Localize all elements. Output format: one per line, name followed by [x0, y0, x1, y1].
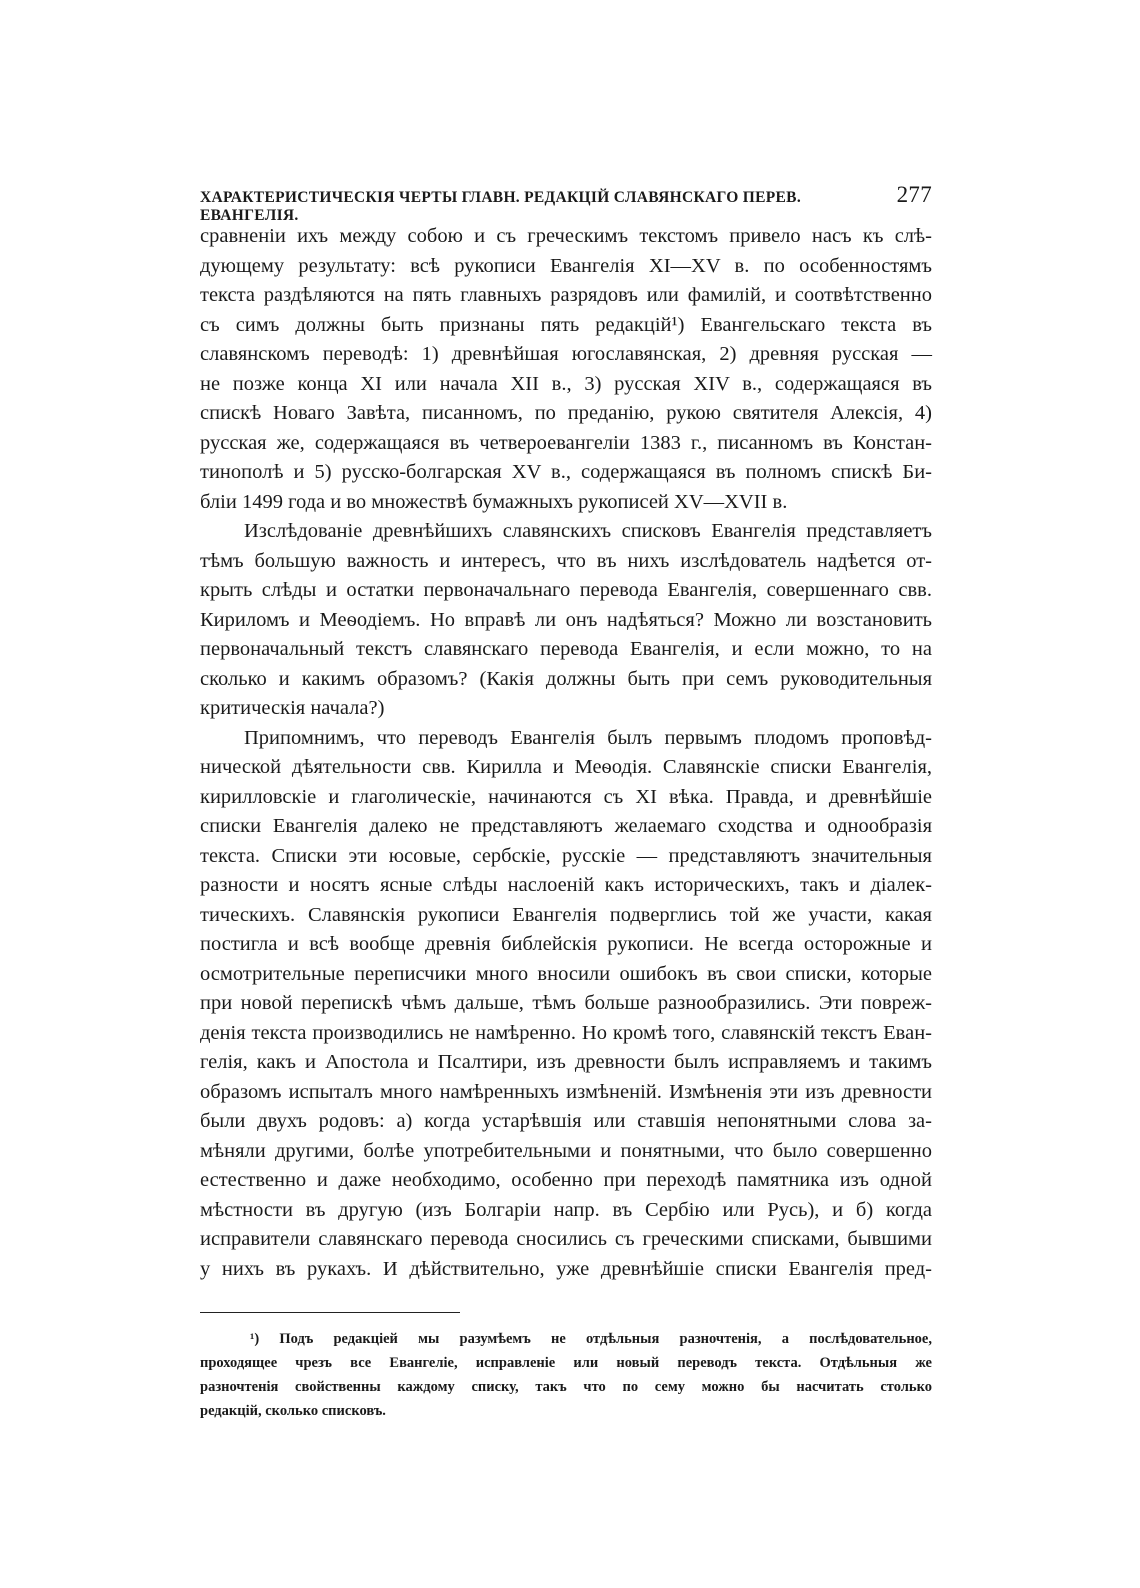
text-line: естественно и даже необходимо, особенно при переходѣ памятника изъ одной: [200, 1169, 932, 1191]
text-line: денія текста производились не намѣренно. Но кромѣ того, славянскій текстъ Еван-: [200, 1021, 932, 1044]
page-number: 277: [896, 182, 932, 207]
text-line: критическія начала?): [200, 697, 385, 719]
text-line: списки Евангелія далеко не представляютъ желаемаго сходства и однообразія: [200, 815, 932, 837]
running-head: [200, 182, 932, 222]
text-line: сколько и какимъ образомъ? (Какія должны быть при семъ руководительныя: [200, 667, 932, 690]
text-line: дующему результату: всѣ рукописи Евангелія XI—XV в. по особенностямъ: [200, 254, 932, 277]
text-line: славянскомъ переводѣ: 1) древнѣйшая югославянская, 2) древняя русская —: [200, 343, 932, 365]
text-line: крыть слѣды и остатки первоначальнаго перевода Евангелія, совершеннаго свв.: [200, 579, 932, 601]
text-line: гелія, какъ и Апостола и Псалтири, изъ древности былъ исправляемъ и такимъ: [200, 1051, 932, 1073]
text-line: Изслѣдованіе древнѣйшихъ славянскихъ списковъ Евангелія представляетъ: [244, 520, 932, 542]
text-line: Припомнимъ, что переводъ Евангелія былъ первымъ плодомъ проповѣд-: [244, 726, 932, 749]
text-line: тинополѣ и 5) русско-болгарская XV в., содержащаяся въ полномъ спискѣ Би-: [200, 461, 932, 483]
footnote-line: ¹) Подъ редакціей мы разумѣемъ не отдѣльныя разночтенія, а послѣдовательное,: [250, 1331, 932, 1347]
text-line: сравненіи ихъ между собою и съ греческимъ текстомъ привело насъ къ слѣ-: [200, 225, 932, 247]
book-page: [200, 182, 932, 1423]
text-line: постигла и всѣ вообще древнія библейскія рукописи. Не всегда осторожные и: [200, 933, 932, 955]
text-line: осмотрительные переписчики много вносили ошибокъ въ свои списки, которые: [200, 962, 932, 985]
text-line: бліи 1499 года и во множествѣ бумажныхъ рукописей XV—XVII в.: [200, 490, 788, 513]
text-line: мѣстности въ другую (изъ Болгаріи напр. въ Сербію или Русь), и б) когда: [200, 1198, 932, 1221]
footnote: [200, 1327, 932, 1423]
text-line: образомъ испыталъ много намѣренныхъ измѣненій. Измѣненія эти изъ древности: [200, 1080, 932, 1103]
text-line: спискѣ Новаго Завѣта, писанномъ, по преданію, рукою святителя Алексія, 4): [200, 402, 932, 424]
body-text: [200, 222, 932, 1284]
text-line: кирилловскіе и глаголическіе, начинаются съ XI вѣка. Правда, и древнѣйшіе: [200, 785, 932, 808]
text-line: тѣмъ большую важность и интересъ, что въ нихъ изслѣдователь надѣется от-: [200, 549, 932, 572]
text-line: мѣняли другими, болѣе употребительными и понятными, что было совершенно: [200, 1139, 932, 1162]
footnote-line: проходящее чрезъ все Евангеліе, исправленіе или новый переводъ текста. Отдѣльныя же: [200, 1355, 932, 1371]
text-line: при новой перепискѣ чѣмъ дальше, тѣмъ больше разнообразились. Эти повреж-: [200, 992, 932, 1014]
text-line: текста. Списки эти юсовые, сербскіе, русскіе — представляютъ значительныя: [200, 844, 932, 867]
text-line: первоначальный текстъ славянскаго перевода Евангелія, и если можно, то на: [200, 638, 932, 660]
footnote-rule: [200, 1312, 460, 1313]
text-line: русская же, содержащаяся въ четвероевангеліи 1383 г., писанномъ въ Констан-: [200, 431, 932, 454]
text-line: Кириломъ и Меѳодіемъ. Но вправѣ ли онъ надѣяться? Можно ли возстановить: [200, 608, 932, 631]
text-line: разности и носятъ ясные слѣды наслоеній какъ историческихъ, такъ и діалек-: [200, 874, 932, 896]
text-line: были двухъ родовъ: а) когда устарѣвшія или ставшія непонятными слова за-: [200, 1110, 932, 1132]
text-line: нической дѣятельности свв. Кирилла и Меѳодія. Славянскіе списки Евангелія,: [200, 756, 932, 778]
text-line: исправители славянскаго перевода сносились съ греческими списками, бывшими: [200, 1228, 932, 1250]
text-line: не позже конца XI или начала XII в., 3) русская XIV в., содержащаяся въ: [200, 372, 932, 395]
text-line: съ симъ должны быть признаны пять редакцій¹) Евангельскаго текста въ: [200, 313, 932, 336]
footnote-line: разночтенія свойственны каждому списку, такъ что по сему можно бы насчитать столько: [200, 1379, 932, 1395]
running-title: ХАРАКТЕРИСТИЧЕСКІЯ ЧЕРТЫ ГЛАВН. РЕДАКЦІЙ СЛАВЯНСКАГО ПЕРЕВ. ЕВАНГЕЛІЯ.: [200, 189, 801, 224]
text-line: текста раздѣляются на пять главныхъ разрядовъ или фамилій, и соотвѣтственно: [200, 284, 932, 306]
footnote-line: редакцій, сколько списковъ.: [200, 1403, 386, 1419]
text-line: у нихъ въ рукахъ. И дѣйствительно, уже древнѣйшіе списки Евангелія пред-: [200, 1257, 932, 1280]
text-line: тическихъ. Славянскія рукописи Евангелія подверглись той же участи, какая: [200, 903, 932, 926]
